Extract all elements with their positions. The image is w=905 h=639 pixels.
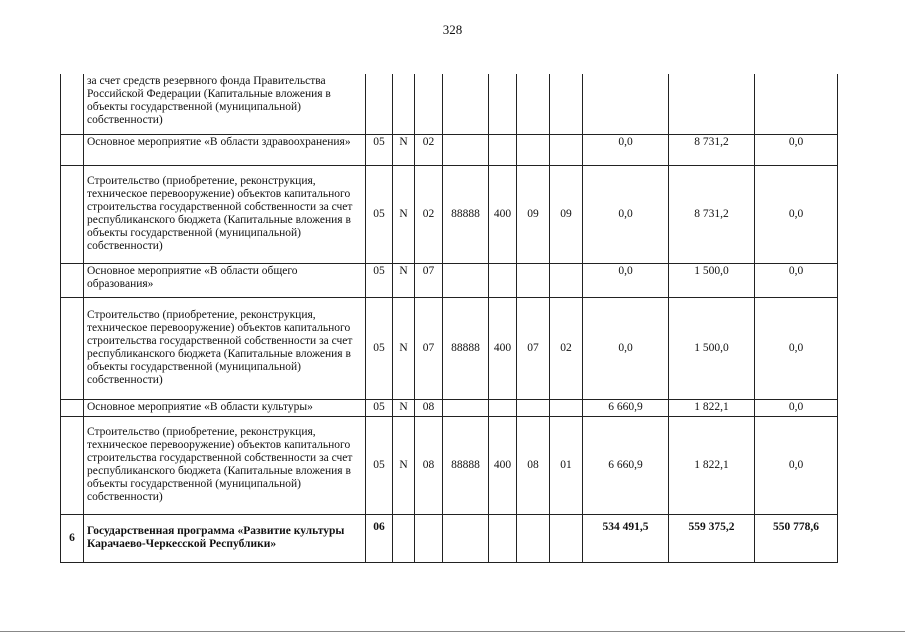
value-year-3: 0,0 [755, 165, 838, 263]
code-event [415, 514, 443, 562]
table-row [61, 514, 838, 562]
code-direction [443, 399, 489, 416]
table-row [61, 74, 838, 134]
value-year-1: 534 491,5 [583, 514, 669, 562]
code-division [517, 134, 550, 165]
value-year-3: 0,0 [755, 297, 838, 399]
code-division [517, 263, 550, 297]
code-event: 08 [415, 416, 443, 514]
code-subprogram [393, 74, 415, 134]
code-division [517, 74, 550, 134]
code-event: 07 [415, 297, 443, 399]
row-number [61, 74, 84, 134]
value-year-1: 0,0 [583, 297, 669, 399]
code-expense-type [489, 514, 517, 562]
scan-edge-line [0, 631, 905, 632]
code-subdivision: 01 [550, 416, 583, 514]
value-year-2: 8 731,2 [669, 165, 755, 263]
value-year-1: 0,0 [583, 263, 669, 297]
code-expense-type [489, 399, 517, 416]
code-subprogram: N [393, 165, 415, 263]
value-year-3: 550 778,6 [755, 514, 838, 562]
value-year-3: 0,0 [755, 416, 838, 514]
code-direction: 88888 [443, 297, 489, 399]
value-year-2: 1 822,1 [669, 416, 755, 514]
code-direction [443, 74, 489, 134]
row-number [61, 263, 84, 297]
row-number: 6 [61, 514, 84, 562]
table-row [61, 263, 838, 297]
code-event: 07 [415, 263, 443, 297]
code-subprogram: N [393, 399, 415, 416]
code-expense-type [489, 74, 517, 134]
code-section: 05 [366, 263, 393, 297]
value-year-1: 0,0 [583, 134, 669, 165]
code-subdivision: 09 [550, 165, 583, 263]
table-row [61, 297, 838, 399]
code-subprogram: N [393, 134, 415, 165]
code-section: 05 [366, 165, 393, 263]
code-subdivision: 02 [550, 297, 583, 399]
value-year-3: 0,0 [755, 263, 838, 297]
code-expense-type [489, 134, 517, 165]
code-subdivision [550, 514, 583, 562]
code-expense-type: 400 [489, 297, 517, 399]
code-division: 08 [517, 416, 550, 514]
value-year-2: 8 731,2 [669, 134, 755, 165]
row-number [61, 297, 84, 399]
code-section [366, 74, 393, 134]
row-number [61, 399, 84, 416]
row-number [61, 416, 84, 514]
value-year-3: 0,0 [755, 399, 838, 416]
page-number: 328 [442, 22, 463, 37]
code-subprogram: N [393, 263, 415, 297]
code-subdivision [550, 263, 583, 297]
code-division: 09 [517, 165, 550, 263]
code-direction [443, 134, 489, 165]
table-row [61, 134, 838, 165]
code-direction [443, 263, 489, 297]
code-event: 02 [415, 165, 443, 263]
code-event: 02 [415, 134, 443, 165]
code-section: 05 [366, 399, 393, 416]
code-direction [443, 514, 489, 562]
code-division [517, 399, 550, 416]
value-year-1: 0,0 [583, 165, 669, 263]
code-section: 05 [366, 416, 393, 514]
code-subdivision [550, 399, 583, 416]
value-year-2 [669, 74, 755, 134]
code-division: 07 [517, 297, 550, 399]
code-event: 08 [415, 399, 443, 416]
value-year-2: 1 500,0 [669, 263, 755, 297]
row-name: Строительство (приобретение, реконструкция, техническое перевооружение) объектов капитального строительства государственной собственности за счет республиканского бюджета (Капитальные вложения в объекты государственной (муниципальной) собственности) [84, 297, 366, 399]
row-number [61, 165, 84, 263]
code-section: 06 [366, 514, 393, 562]
code-direction: 88888 [443, 416, 489, 514]
code-section: 05 [366, 297, 393, 399]
table-row [61, 399, 838, 416]
value-year-1: 6 660,9 [583, 416, 669, 514]
value-year-1: 6 660,9 [583, 399, 669, 416]
table-row [61, 165, 838, 263]
row-name: Строительство (приобретение, реконструкция, техническое перевооружение) объектов капитального строительства государственной собственности за счет республиканского бюджета (Капитальные вложения в объекты государственной (муниципальной) собственности) [84, 165, 366, 263]
row-name: Строительство (приобретение, реконструкция, техническое перевооружение) объектов капитального строительства государственной собственности за счет республиканского бюджета (Капитальные вложения в объекты государственной (муниципальной) собственности) [84, 416, 366, 514]
code-subdivision [550, 74, 583, 134]
value-year-1 [583, 74, 669, 134]
code-expense-type: 400 [489, 416, 517, 514]
code-event [415, 74, 443, 134]
row-name: Основное мероприятие «В области здравоохранения» [84, 134, 366, 165]
code-division [517, 514, 550, 562]
budget-table [60, 74, 838, 563]
code-expense-type [489, 263, 517, 297]
code-subdivision [550, 134, 583, 165]
row-name: за счет средств резервного фонда Правительства Российской Федерации (Капитальные вложения в объекты государственной (муниципальной) собственности) [84, 74, 366, 134]
code-expense-type: 400 [489, 165, 517, 263]
row-name: Государственная программа «Развитие культуры Карачаево-Черкесской Республики» [84, 514, 366, 562]
code-subprogram: N [393, 297, 415, 399]
code-direction: 88888 [443, 165, 489, 263]
value-year-3: 0,0 [755, 134, 838, 165]
value-year-2: 559 375,2 [669, 514, 755, 562]
code-section: 05 [366, 134, 393, 165]
code-subprogram [393, 514, 415, 562]
row-name: Основное мероприятие «В области общего образования» [84, 263, 366, 297]
value-year-2: 1 822,1 [669, 399, 755, 416]
value-year-3 [755, 74, 838, 134]
row-number [61, 134, 84, 165]
row-name: Основное мероприятие «В области культуры» [84, 399, 366, 416]
table-row [61, 416, 838, 514]
value-year-2: 1 500,0 [669, 297, 755, 399]
code-subprogram: N [393, 416, 415, 514]
